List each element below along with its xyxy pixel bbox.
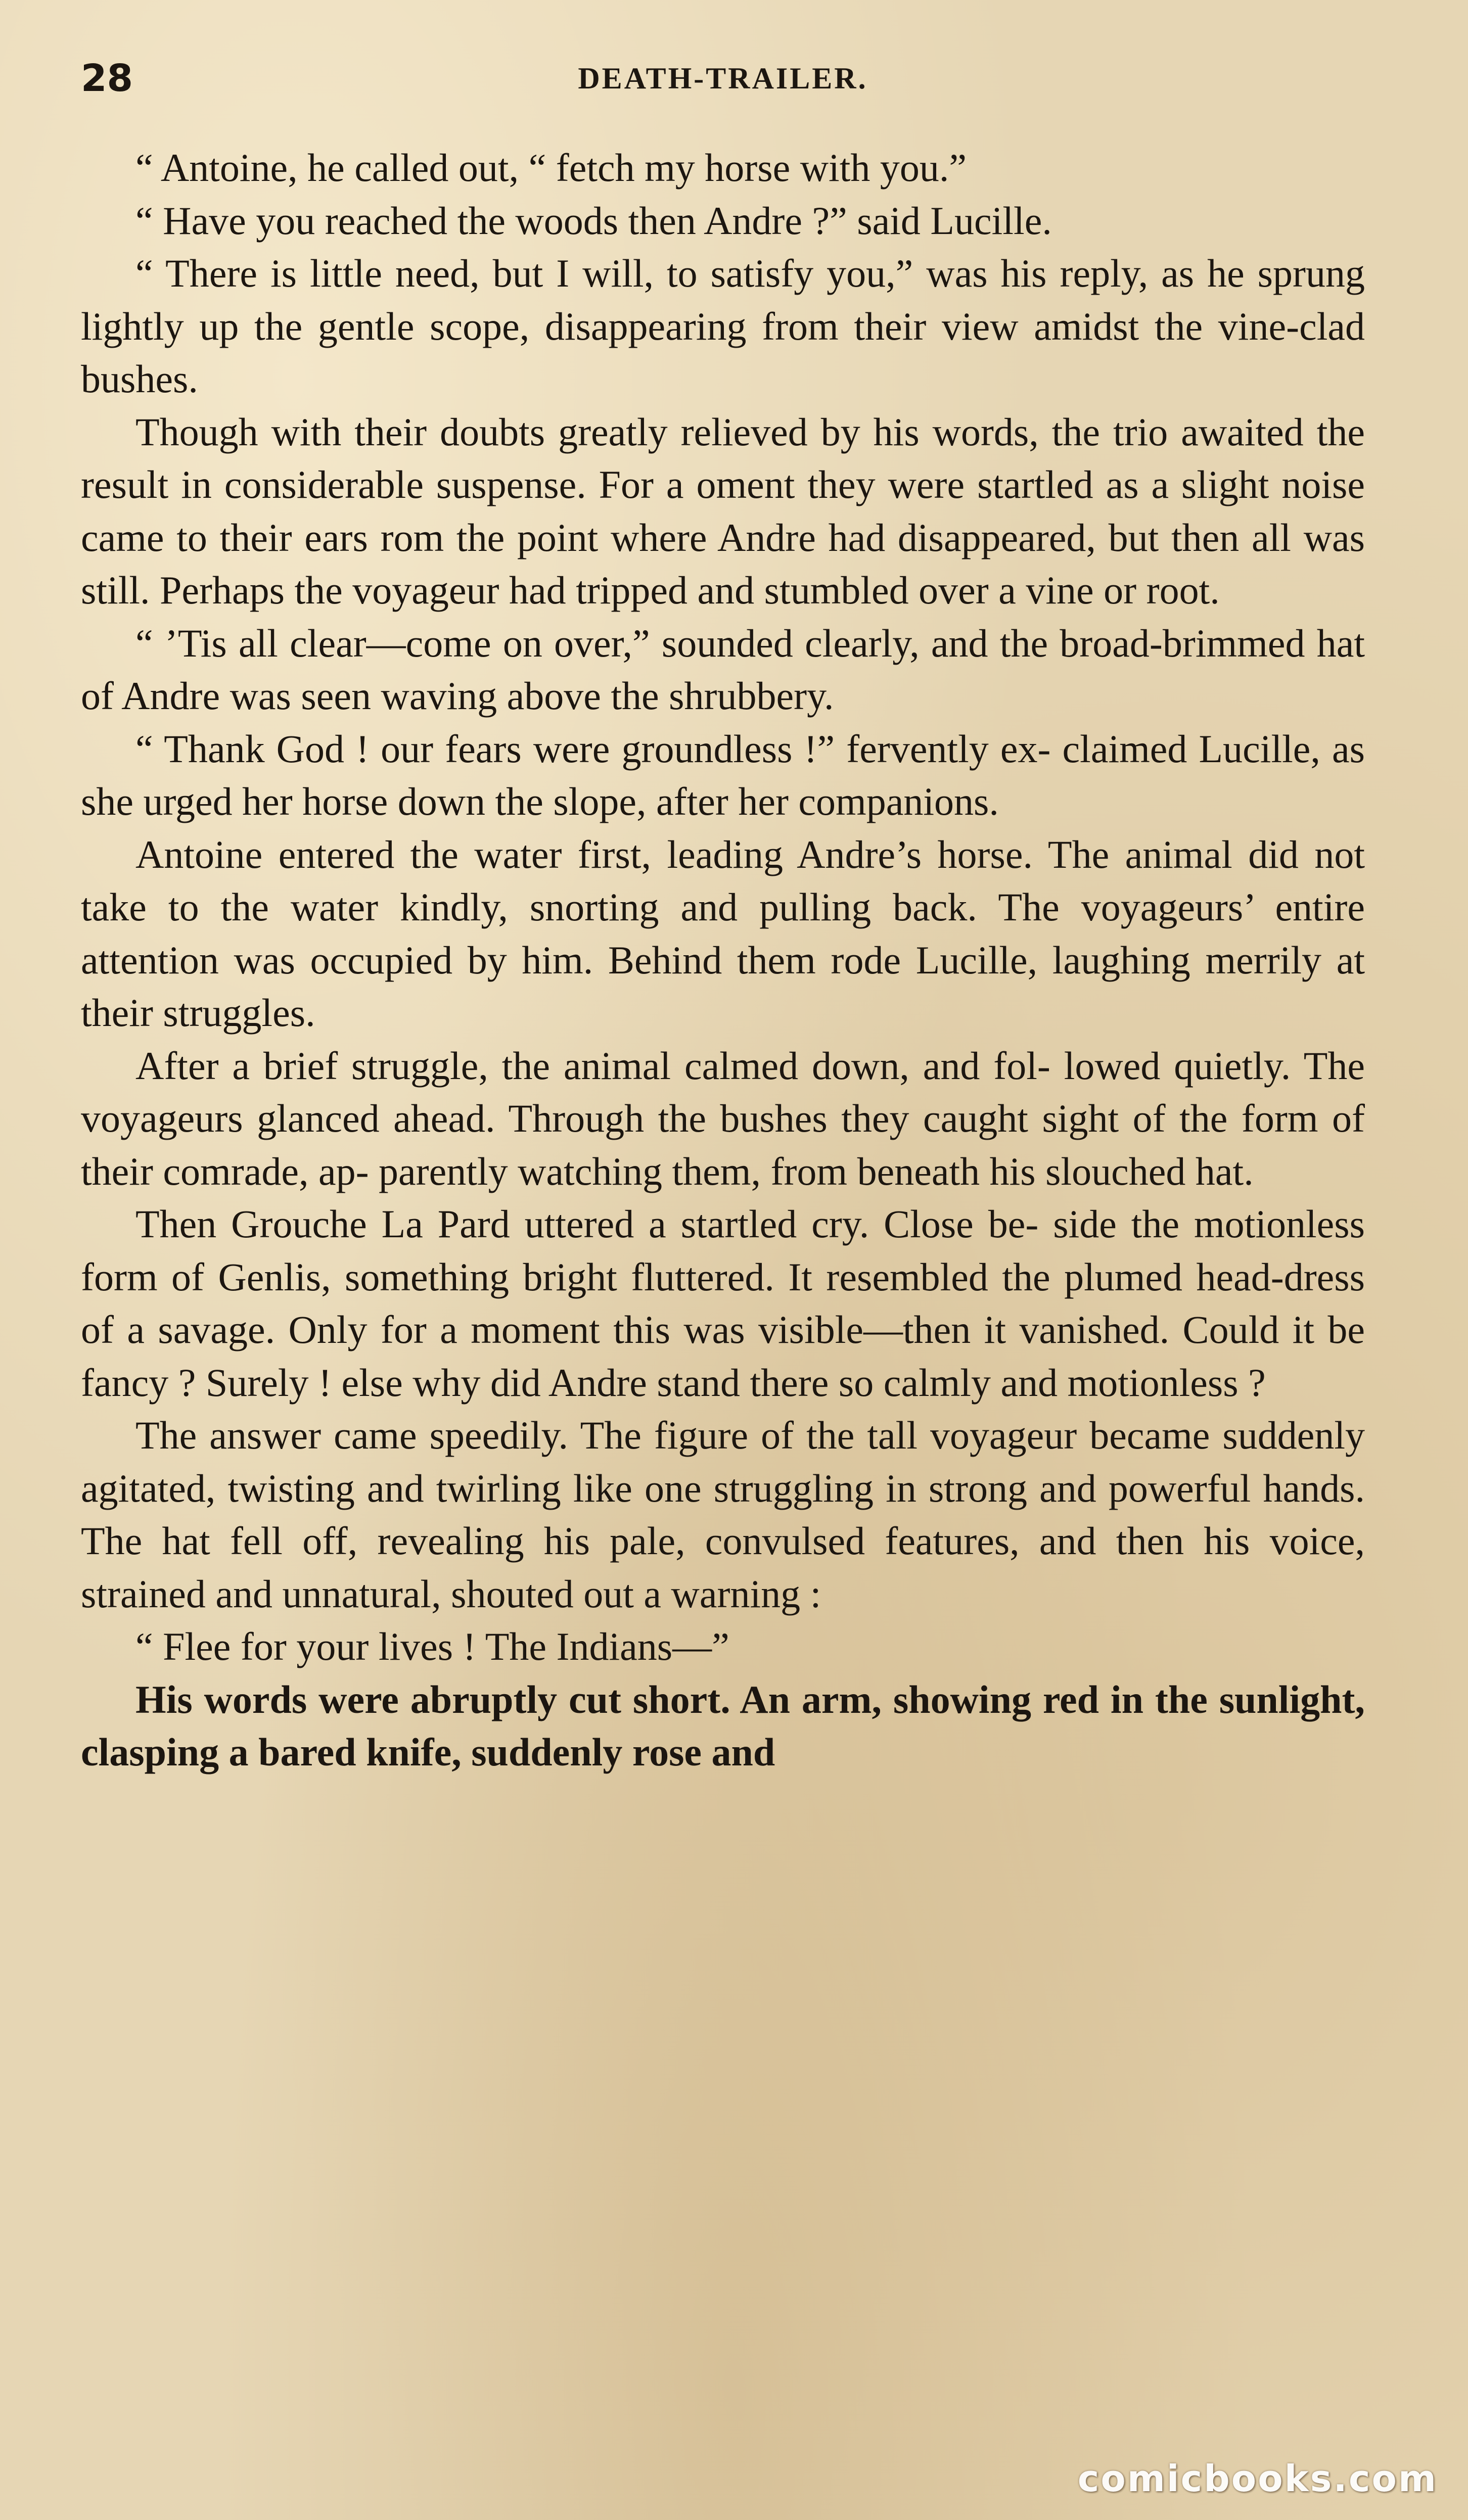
book-page: [81, 51, 1365, 2426]
watermark: comicbooks.com: [1077, 2457, 1438, 2500]
paragraph: Though with their doubts greatly relieved by his words, the trio awaited the result in considerable suspense. For a oment they were startled as a slight noise came to their ears rom the point where Andre had disappeared, but then all was still. Perhaps the voyageur had tripped and stumbled over a vine or root.: [81, 409, 1365, 612]
paragraph: “ Flee for your lives ! The Indians—”: [135, 1624, 729, 1668]
paragraph: “ Thank God ! our fears were groundless !” fervently ex- claimed Lucille, as she urged her horse down the slope, after her companions.: [81, 726, 1365, 823]
running-head: DEATH-TRAILER.: [578, 62, 868, 95]
paragraph: “ Have you reached the woods then Andre ?” said Lucille.: [135, 198, 1052, 243]
paragraph: After a brief struggle, the animal calmed down, and fol- lowed quietly. The voyageurs glanced ahead. Through the bushes they caught sight of the form of their comrade, ap- parently watching them, from beneath his slouched hat.: [81, 1043, 1365, 1193]
paragraph: Then Grouche La Pard uttered a startled cry. Close be- side the motionless form of Genlis, something bright fluttered. It resembled the plumed head-dress of a savage. Only for a moment this was visible—then it vanished. Could it be fancy ? Surely ! else why did Andre stand there so calmly and motionless ?: [81, 1202, 1365, 1405]
page-number: 28: [81, 57, 133, 100]
paragraph: Antoine entered the water first, leading Andre’s horse. The animal did not take to the water kindly, snorting and pulling back. The voyageurs’ entire attention was occupied by him. Behind them rode Lucille, laughing merrily at their struggles.: [81, 832, 1365, 1035]
body-text: [81, 142, 1365, 1779]
paragraph: “ There is little need, but I will, to satisfy you,” was his reply, as he sprung lightly up the gentle scope, disappearing from their view amidst the vine-clad bushes.: [81, 251, 1365, 401]
paragraph: The answer came speedily. The figure of the tall voyageur became suddenly agitated, twisting and twirling like one struggling in strong and powerful hands. The hat fell off, revealing his pale, convulsed features, and then his voice, strained and unnatural, shouted out a warning :: [81, 1413, 1365, 1616]
paragraph: “ ’Tis all clear—come on over,” sounded clearly, and the broad-brimmed hat of Andre was seen waving above the shrubbery.: [81, 621, 1365, 718]
paragraph: His words were abruptly cut short. An arm, showing red in the sunlight, clasping a bared knife, suddenly rose and: [81, 1677, 1365, 1774]
paragraph: “ Antoine, he called out, “ fetch my horse with you.”: [135, 146, 967, 190]
page-header: [81, 51, 1365, 106]
